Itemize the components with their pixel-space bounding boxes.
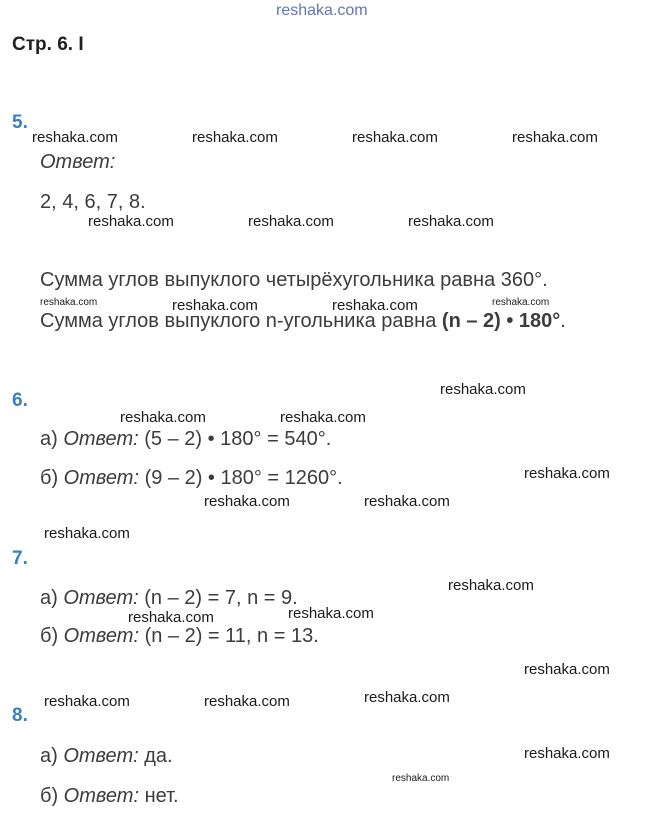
task8-b-text: нет. — [139, 785, 179, 807]
task7-a-answer-label: Ответ: — [63, 587, 139, 609]
watermark: reshaka.com — [448, 577, 534, 594]
watermark: reshaka.com — [364, 493, 450, 510]
watermark: reshaka.com — [120, 409, 206, 426]
task8-a-answer-label: Ответ: — [63, 745, 139, 767]
watermark: reshaka.com — [44, 693, 130, 710]
watermark: reshaka.com — [440, 381, 526, 398]
watermark: reshaka.com — [492, 297, 550, 308]
watermark: reshaka.com — [128, 609, 214, 626]
task7-b-answer-label: Ответ: — [63, 625, 140, 647]
task8-line-a — [40, 745, 173, 768]
task7-a-prefix: а) — [40, 587, 64, 609]
task5-line-1: Сумма углов выпуклого четырёхугольника равна 360°. — [40, 269, 548, 291]
watermark: reshaka.com — [392, 773, 450, 784]
task5-line-2-suffix: . — [560, 310, 566, 332]
watermark: reshaka.com — [172, 297, 258, 314]
task7-line-a — [40, 587, 298, 610]
task8-a-text: да. — [138, 745, 173, 767]
watermark: reshaka.com — [364, 689, 450, 706]
watermark: reshaka.com — [352, 129, 438, 146]
watermark: reshaka.com — [204, 693, 290, 710]
watermark: reshaka.com — [40, 297, 98, 308]
task7-b-prefix: б) — [40, 625, 64, 647]
watermark: reshaka.com — [524, 465, 610, 482]
task-number-5: 5. — [12, 112, 28, 133]
task-number-7: 7. — [12, 548, 28, 569]
task-number-8: 8. — [12, 705, 28, 726]
watermark: reshaka.com — [44, 525, 130, 542]
task5-answer-value: 2, 4, 6, 7, 8. — [40, 191, 146, 213]
task7-line-b — [40, 625, 319, 648]
watermark: reshaka.com — [524, 661, 610, 678]
task7-b-text: (n – 2) = 11, n = 13. — [139, 625, 319, 647]
task5-answer-label: Ответ: — [40, 151, 116, 173]
task8-line-b — [40, 785, 179, 808]
watermark: reshaka.com — [524, 745, 610, 762]
task7-a-text: (n – 2) = 7, n = 9. — [138, 587, 298, 609]
watermark: reshaka.com — [512, 129, 598, 146]
task8-b-prefix: б) — [40, 785, 64, 807]
task8-b-answer-label: Ответ: — [63, 785, 140, 807]
watermark: reshaka.com — [332, 297, 418, 314]
task6-b-text: (9 – 2) • 180° = 1260°. — [139, 467, 343, 489]
task5-line-2-formula: (n – 2) • 180° — [441, 310, 561, 332]
watermark: reshaka.com — [32, 129, 118, 146]
task6-b-answer-label: Ответ: — [63, 467, 140, 489]
task6-b-prefix: б) — [40, 467, 64, 489]
watermark: reshaka.com — [248, 213, 334, 230]
watermark: reshaka.com — [280, 409, 366, 426]
task6-a-prefix: а) — [40, 428, 64, 450]
watermark: reshaka.com — [408, 213, 494, 230]
task6-line-a — [40, 428, 331, 451]
watermark: reshaka.com — [192, 129, 278, 146]
watermark: reshaka.com — [204, 493, 290, 510]
watermark: reshaka.com — [288, 605, 374, 622]
task6-line-b — [40, 467, 343, 490]
task5-line-2 — [40, 310, 566, 333]
watermark: reshaka.com — [88, 213, 174, 230]
task8-a-prefix: а) — [40, 745, 64, 767]
task5-line-2-prefix: Сумма углов выпуклого n-угольника равна — [40, 310, 442, 332]
task6-a-text: (5 – 2) • 180° = 540°. — [138, 428, 332, 450]
task-number-6: 6. — [12, 390, 28, 411]
page-title: Стр. 6. I — [12, 34, 84, 55]
top-watermark: reshaka.com — [276, 2, 368, 19]
task6-a-answer-label: Ответ: — [63, 428, 139, 450]
